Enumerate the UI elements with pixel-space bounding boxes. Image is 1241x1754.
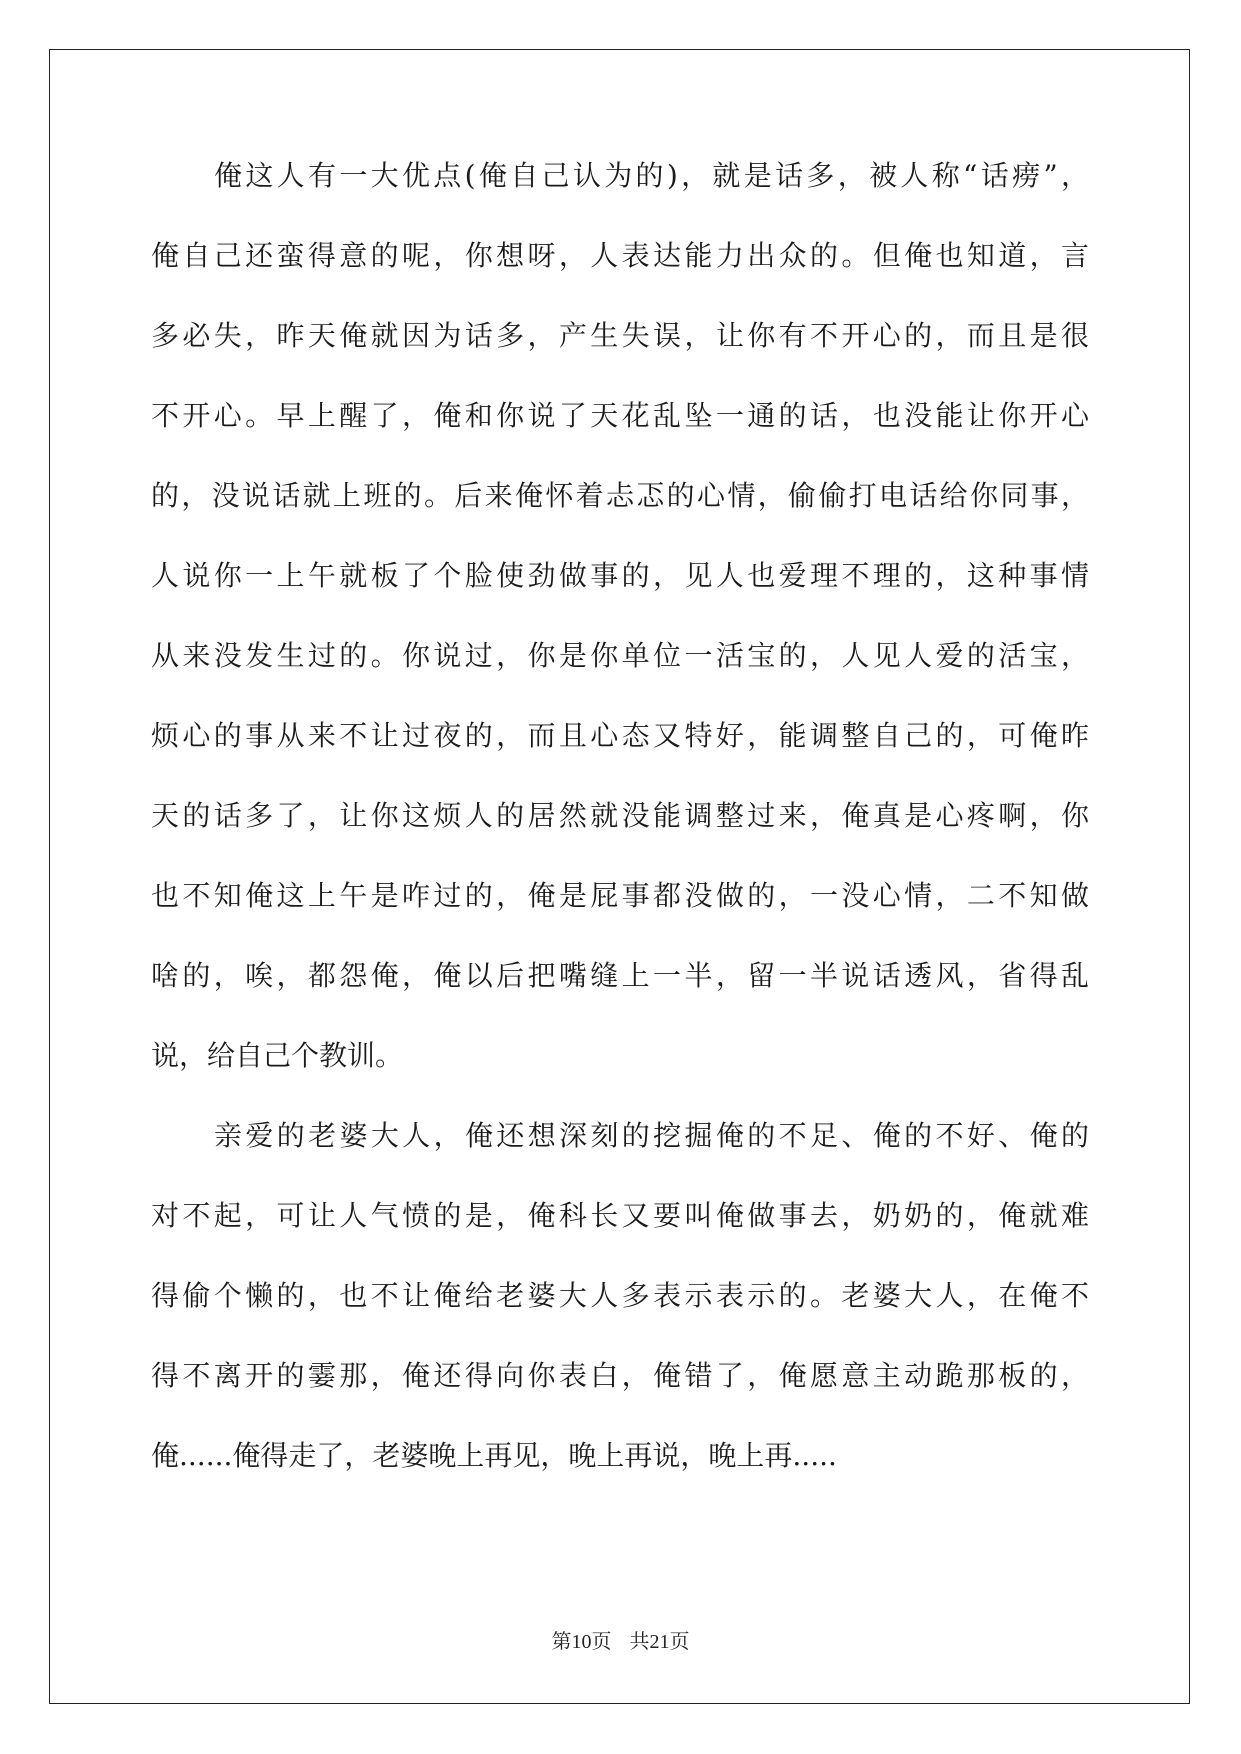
paragraph-2-line-2: 对不起，可让人气愤的是，俺科长又要叫俺做事去，奶奶的，俺就难 [151,1199,1089,1232]
paragraph-1-line-12: 说，给自己个教训。 [151,1039,404,1072]
paragraph-1-line-8: 烦心的事从来不让过夜的，而且心态又特好，能调整自己的，可俺昨 [151,719,1089,752]
paragraph-1-line-10: 也不知俺这上午是咋过的，俺是屁事都没做的，一没心情，二不知做 [151,879,1089,912]
paragraph-2-line-5: 俺......俺得走了，老婆晚上再见，晚上再说，晚上再..... [151,1439,837,1472]
paragraph-1-line-9: 天的话多了，让你这烦人的居然就没能调整过来，俺真是心疼啊，你 [151,799,1089,832]
page-footer [0,1625,1241,1654]
total-pages: 共21页 [629,1631,690,1653]
paragraph-1-line-1: 俺这人有一大优点(俺自己认为的)，就是话多，被人称“话痨”， [214,159,1089,192]
paragraph-1-line-11: 啥的，唉，都怨俺，俺以后把嘴缝上一半，留一半说话透风，省得乱 [151,959,1089,992]
paragraph-2-line-1: 亲爱的老婆大人，俺还想深刻的挖掘俺的不足、俺的不好、俺的 [214,1119,1089,1152]
paragraph-1-line-6: 人说你一上午就板了个脸使劲做事的，见人也爱理不理的，这种事情 [151,559,1089,592]
paragraph-1-line-7: 从来没发生过的。你说过，你是你单位一活宝的，人见人爱的活宝， [151,639,1089,672]
paragraph-1-line-3: 多必失，昨天俺就因为话多，产生失误，让你有不开心的，而且是很 [151,319,1089,352]
paragraph-1-line-4: 不开心。早上醒了，俺和你说了天花乱坠一通的话，也没能让你开心 [151,399,1089,432]
paragraph-1-line-5: 的，没说话就上班的。后来俺怀着忐忑的心情，偷偷打电话给你同事， [151,479,1089,512]
document-body [151,156,1089,1516]
page-number: 第10页 [551,1631,612,1653]
paragraph-2-line-3: 得偷个懒的，也不让俺给老婆大人多表示表示的。老婆大人，在俺不 [151,1279,1089,1312]
paragraph-1-line-2: 俺自己还蛮得意的呢，你想呀，人表达能力出众的。但俺也知道，言 [151,239,1089,272]
paragraph-2-line-4: 得不离开的霎那，俺还得向你表白，俺错了，俺愿意主动跪那板的， [151,1359,1089,1392]
